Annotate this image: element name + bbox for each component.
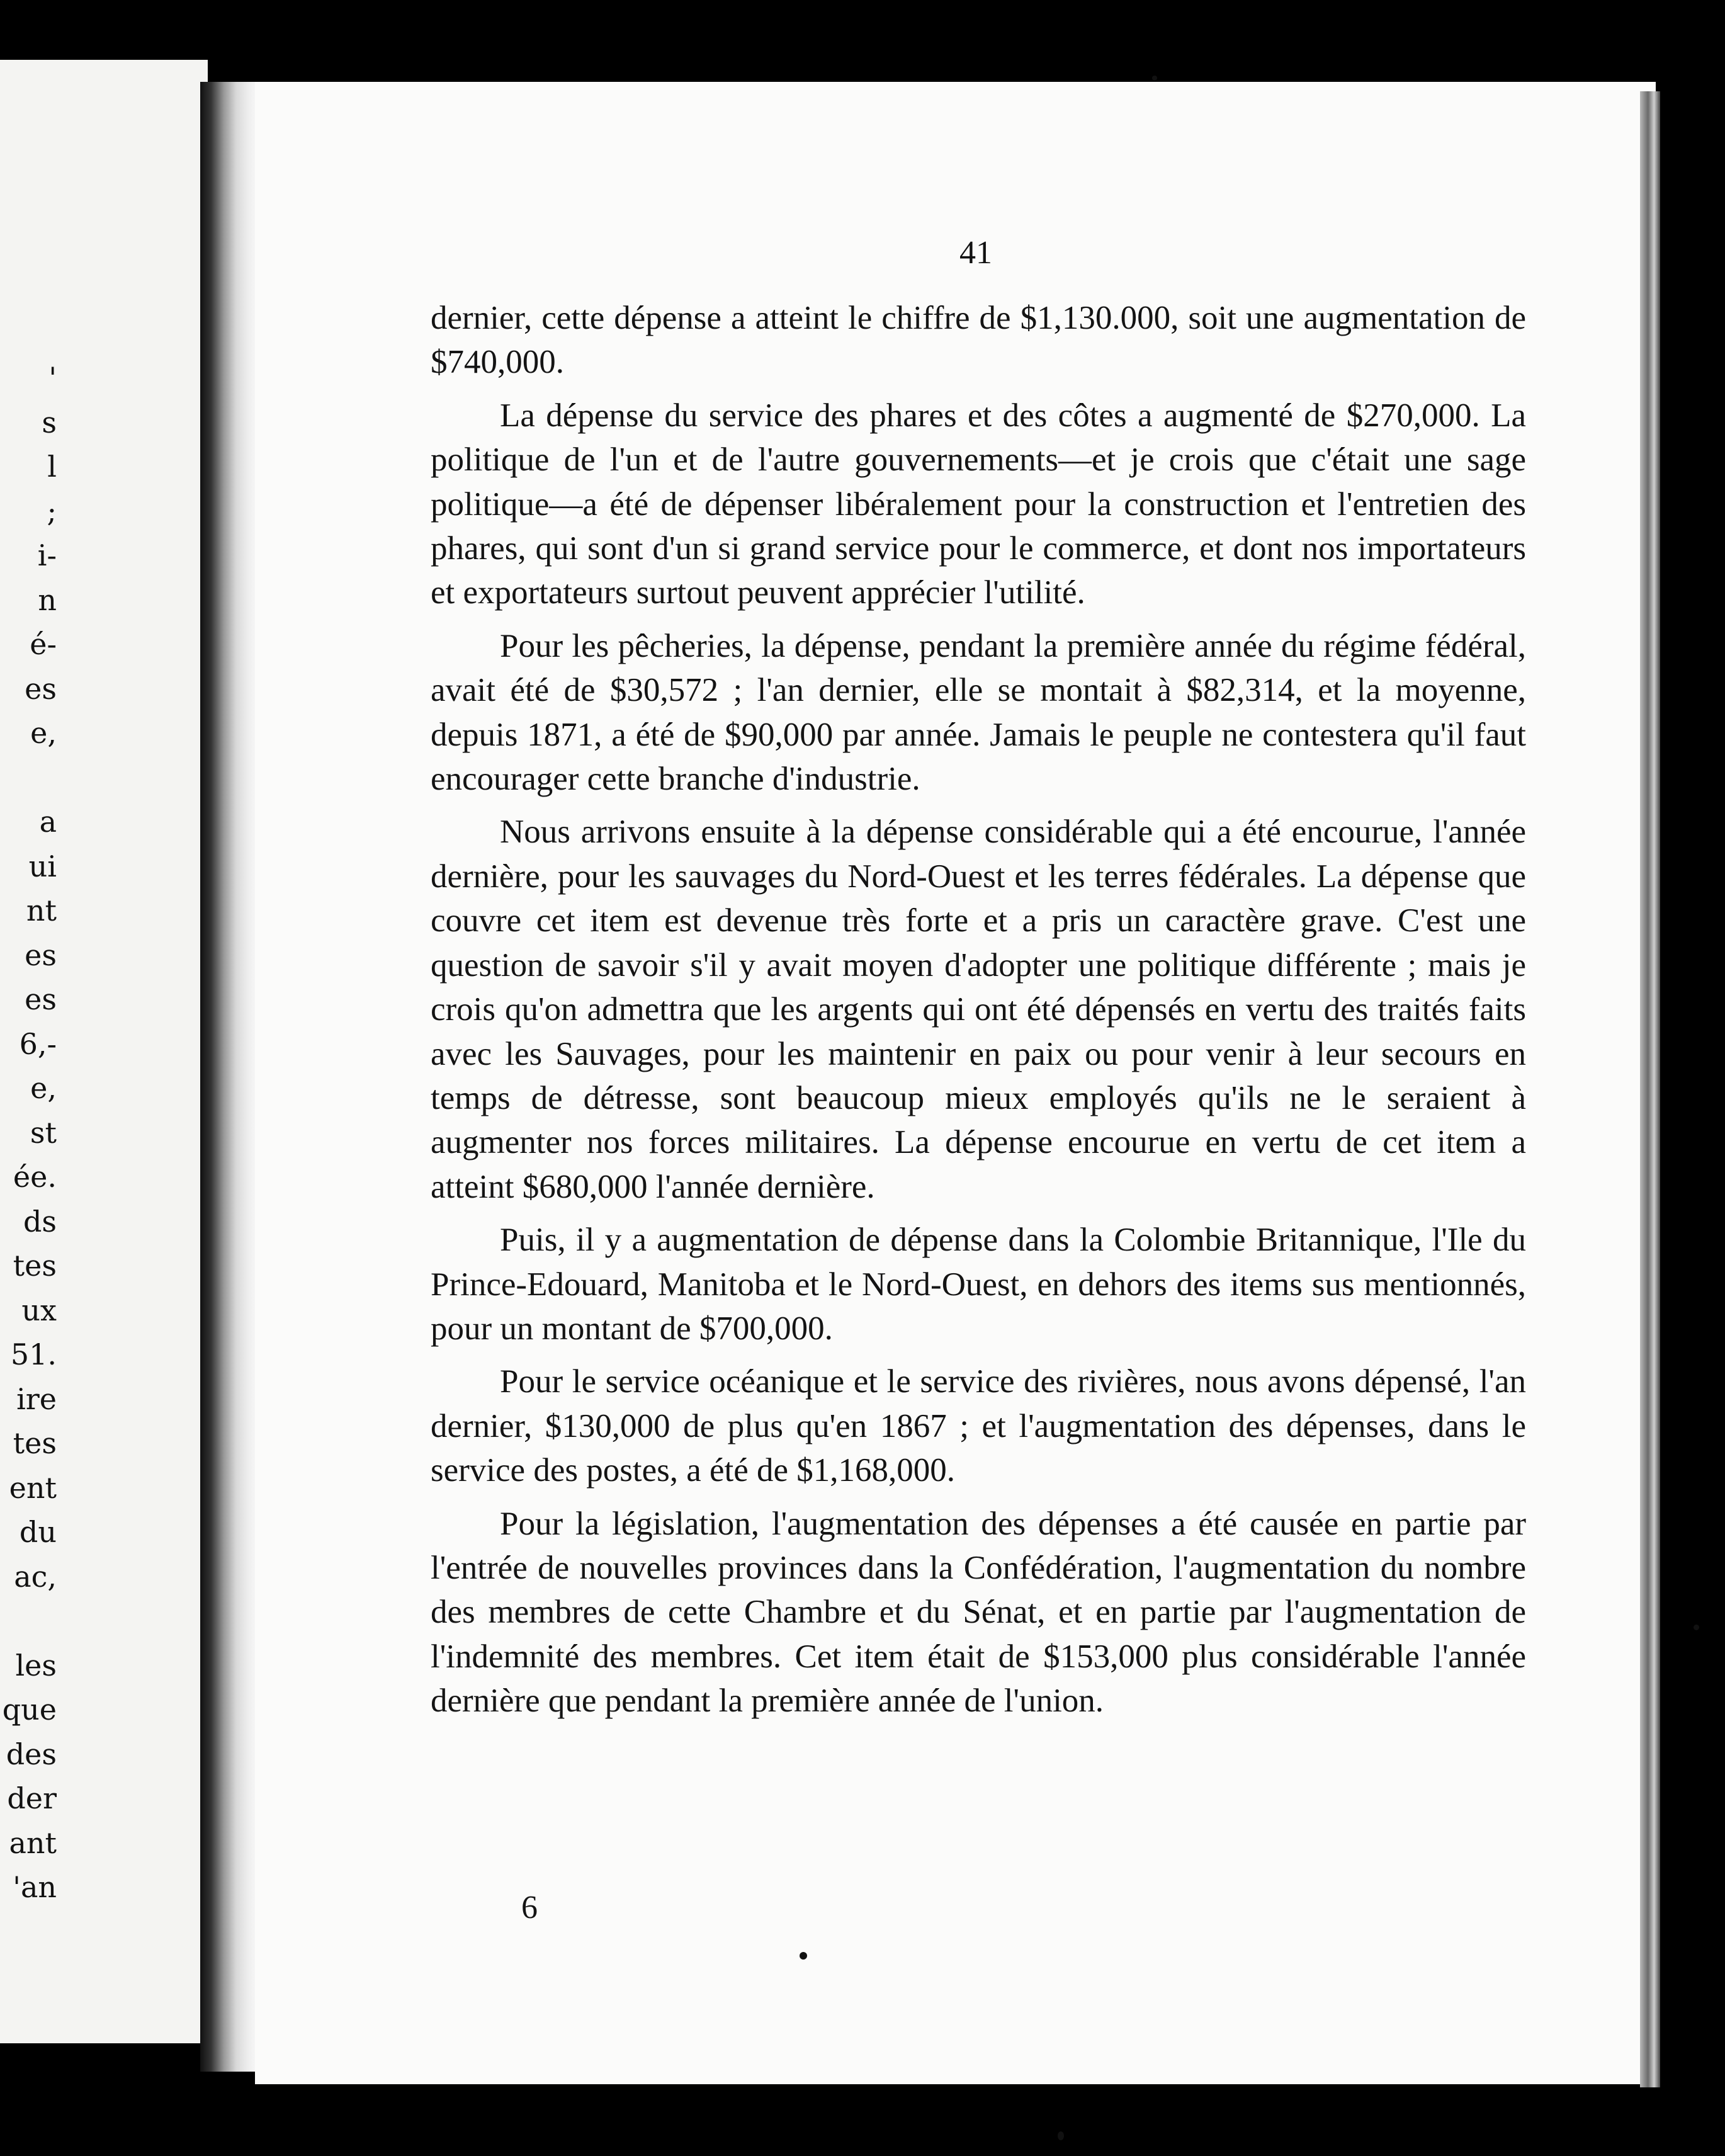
left-fragment-line: nt — [26, 894, 57, 928]
left-fragment-line: du — [19, 1515, 57, 1549]
paragraph-northwest-indians: Nous arrivons ensuite à la dépense considérable qui a été encourue, l'année dernière, pour les sauvages du Nord-Ouest et les terres fédérales. La dépense que couvre cet item est devenue très forte et a pris un caractère grave. C'est une question de savoir s'il y avait moyen d'adopter une politique différente ; mais je crois qu'on admettra que les argents qui ont été dépensés en vertu des traités faits avec les Sauvages, pour les maintenir en paix ou pour venir à leur secours en temps de détresse, sont beaucoup mieux employés qu'ils ne le seraient à augmenter nos forces militaires. La dépense encourue en vertu de cet item a atteint $680,000 l'année dernière. — [431, 814, 1526, 1205]
left-fragment-line: es — [25, 938, 57, 972]
book-spine-shadow — [200, 82, 260, 2072]
page-number: 41 — [959, 235, 992, 271]
left-fragment-line: ui — [28, 849, 57, 883]
left-fragment-line: ac, — [14, 1559, 57, 1594]
paragraph-legislation: Pour la législation, l'augmentation des dépenses a été causée en partie par l'entrée de nouvelles provinces dans la Confédération, l'augmentation du nombre des membres de cette Chambre et du Sénat, et en partie par l'augmentation de l'indemnité des membres. Cet item était de $153,000 plus considérable l'année dernière que pendant la première année de l'union. — [431, 1505, 1526, 1720]
left-fragment-line: 51. — [10, 1337, 57, 1371]
left-page-margin-fragments — [0, 356, 57, 1910]
left-fragment-line: tes — [13, 1249, 57, 1283]
left-fragment-line — [0, 1599, 57, 1643]
left-fragment-line: ' — [48, 361, 57, 395]
ink-speck — [1058, 2131, 1064, 2140]
left-fragment-line: a — [39, 805, 57, 839]
left-fragment-line: ; — [47, 494, 57, 528]
left-fragment-line: n — [38, 582, 57, 617]
page-edge-shadow — [1640, 91, 1660, 2087]
paragraph-ocean-service: Pour le service océanique et le service des rivières, nous avons dépensé, l'an dernier, $130,000 de plus qu'en 1867 ; et l'augmentation des dépenses, dans le service des postes, a été de $1,168,000. — [431, 1363, 1526, 1489]
left-fragment-line: s — [42, 405, 57, 440]
printer-signature-mark: 6 — [521, 1890, 538, 1926]
left-fragment-line: é- — [30, 627, 57, 661]
left-fragment-line: l — [47, 450, 57, 484]
left-fragment-line: es — [25, 671, 57, 706]
left-fragment-line: der — [7, 1781, 57, 1815]
left-fragment-line: ant — [9, 1825, 57, 1860]
paragraph-continuation: dernier, cette dépense a atteint le chiffre de $1,130.000, soit une augmentation de $740,000. — [431, 300, 1526, 381]
left-fragment-line: 6,- — [19, 1026, 57, 1061]
left-fragment-line: ire — [16, 1382, 57, 1416]
left-fragment-line: i- — [37, 538, 57, 572]
left-fragment-line: ds — [23, 1204, 57, 1239]
left-fragment-line: les — [15, 1648, 57, 1682]
left-fragment-line — [0, 756, 57, 800]
left-fragment-line: ée. — [13, 1160, 57, 1194]
left-fragment-line: des — [6, 1737, 57, 1771]
left-facing-page — [0, 60, 208, 2043]
paragraph-fisheries: Pour les pêcheries, la dépense, pendant la première année du régime fédéral, avait été de $30,572 ; l'an dernier, elle se montait à $82,314, et la moyenne, depuis 1871, a été de $90,000 par année. Jamais le peuple ne contestera qu'il faut encourager cette branche d'industrie. — [431, 627, 1526, 798]
ink-speck — [1694, 1625, 1699, 1630]
page-body-text — [431, 296, 1526, 1732]
left-fragment-line: e, — [30, 716, 57, 750]
left-fragment-line: tes — [13, 1426, 57, 1460]
paragraph-provinces: Puis, il y a augmentation de dépense dans la Colombie Britannique, l'Ile du Prince-Edouard, Manitoba et le Nord-Ouest, en dehors des items sus mentionnés, pour un montant de $700,000. — [431, 1222, 1526, 1347]
ink-speck — [1152, 76, 1157, 81]
left-fragment-line: e, — [30, 1071, 57, 1105]
left-fragment-line: que — [2, 1693, 57, 1727]
left-fragment-line: ent — [9, 1470, 57, 1505]
paragraph-lighthouses: La dépense du service des phares et des côtes a augmenté de $270,000. La politique de l'un et de l'autre gouvernements—et je crois que c'était une sage politique—a été de dépenser libéralement pour la construction et l'entretien des phares, qui sont d'un si grand service pour le commerce, et dont nos importateurs et exportateurs surtout peuvent apprécier l'utilité. — [431, 397, 1526, 611]
left-fragment-line: st — [30, 1115, 57, 1150]
left-fragment-line: es — [25, 982, 57, 1016]
left-fragment-line: 'an — [13, 1870, 57, 1904]
left-fragment-line: ux — [21, 1293, 57, 1327]
ink-speck — [800, 1952, 807, 1960]
